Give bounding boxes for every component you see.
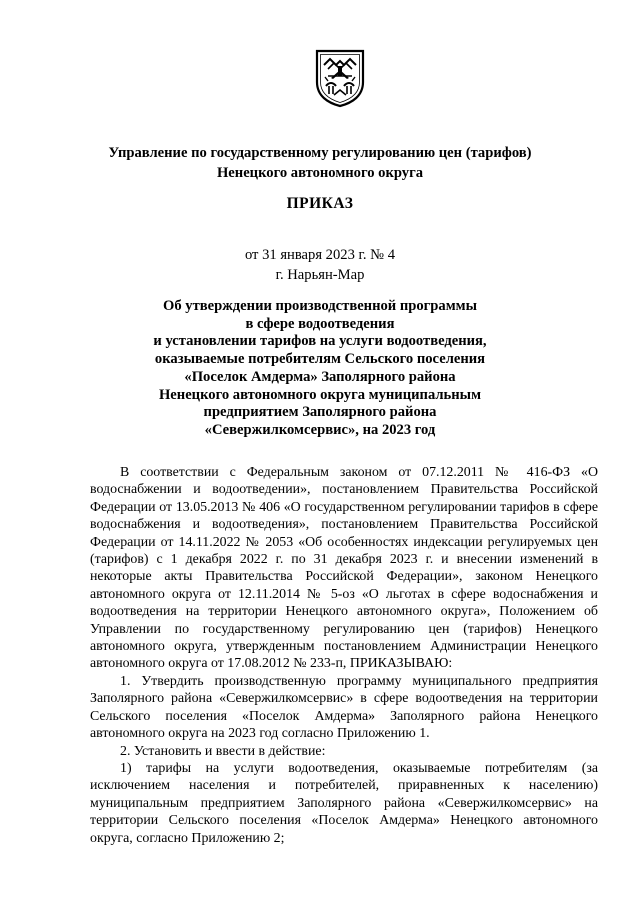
authority-line-2: Ненецкого автономного округа — [216, 165, 424, 181]
clause-2-paragraph: 2. Установить и ввести в действие: — [120, 743, 326, 759]
title-line: предприятием Заполярного района — [203, 404, 437, 421]
title-line: Об утверждении производственной программы — [162, 298, 477, 314]
clause-1-paragraph: 1. Утвердить производственную программу муниципального предприятия Заполярного района «Севержилкомсервис» в сфере водоотведения на территории Сельского поселения «Поселок Амдерма» Заполярного района Ненецкого автономного округа на 2023 год согласно Приложению 1. — [90, 673, 598, 742]
date-and-place — [0, 245, 640, 285]
title-line: Ненецкого автономного округа муниципальным — [158, 386, 482, 403]
title-line: в сфере водоотведения — [245, 315, 395, 332]
order-place: г. Нарьян-Мар — [275, 267, 365, 283]
document-type: ПРИКАЗ — [286, 195, 354, 212]
authority-line-1: Управление по государственному регулированию цен (тарифов) — [108, 145, 532, 161]
preamble-paragraph: В соответствии с Федеральным законом от 07.12.2011 № 416-ФЗ «О водоснабжении и водоотведении», постановлением Правительства Российской Федерации от 13.05.2013 № 406 «О государственном регулировании тарифов в сфере водоснабжения и водоотведения», постановлением Правительства Российской Федерации от 14.11.2022 № 2053 «Об особенностях индексации регулируемых цен (тарифов) с 1 декабря 2022 г. по 31 декабря 2023 г. и внесении изменений в некоторые акты Правительства Российской Федерации», законом Ненецкого автономного округа от 12.11.2014 № 5-оз «О льготах в сфере водоснабжения и водоотведения на территории Ненецкого автономного округа», Положением об Управлении по государственному регулированию цен (тарифов) Ненецкого автономного округа, утвержденным постановлением Администрации Ненецкого автономного округа от 17.08.2012 № 233-п, ПРИКАЗЫВАЮ: — [90, 465, 598, 672]
order-title — [0, 298, 640, 440]
clause-2-1-paragraph: 1) тарифы на услуги водоотведения, оказываемые потребителям (за исключением населения и потребителей, приравненных к населению) муниципальным предприятием Заполярного района «Севержилкомсервис» на территории Сельского поселения «Поселок Амдерма» Ненецкого автономного округа, согласно Приложению 2; — [90, 760, 598, 846]
order-date: от 31 января 2023 г. № 4 — [244, 247, 396, 263]
title-line: и установлении тарифов на услуги водоотведения, — [153, 333, 487, 350]
title-line: «Поселок Амдерма» Заполярного района — [184, 368, 456, 385]
coat-of-arms-icon — [314, 48, 366, 108]
title-line: оказываемые потребителям Сельского поселения — [154, 351, 486, 368]
order-body — [90, 464, 598, 847]
issuing-authority — [0, 143, 640, 183]
title-line: «Севержилкомсервис», на 2023 год — [204, 421, 436, 438]
